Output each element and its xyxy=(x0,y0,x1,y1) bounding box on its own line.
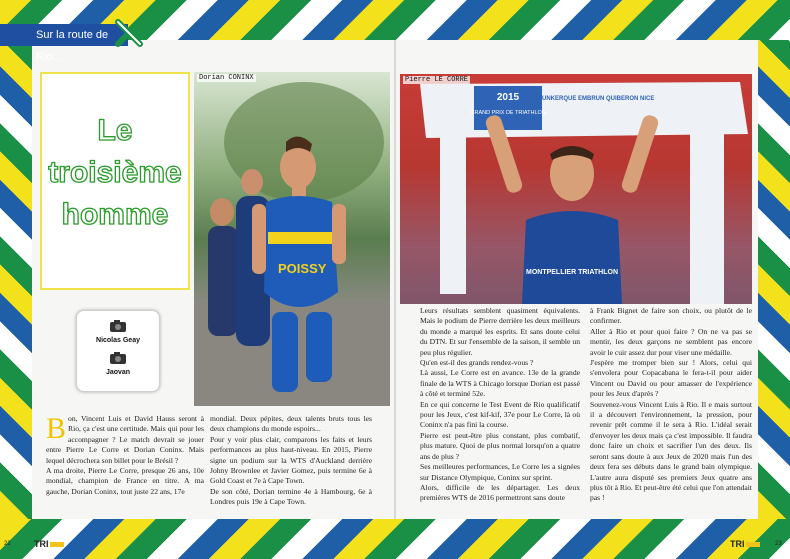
article-column-3 xyxy=(420,306,580,504)
article-title xyxy=(42,110,188,236)
col2-paragraph-1: mondial. Deux pépites, deux talents bruts tous les deux champions du monde espoirs... xyxy=(210,414,372,434)
banner-cities: DUNKERQUE EMBRUN QUIBERON NICE xyxy=(537,96,655,102)
title-line-3: homme xyxy=(61,198,169,231)
col4-paragraph-1: à Frank Bignet de faire son choix, ou plutôt de le confirmer. xyxy=(590,306,752,326)
col2-paragraph-2: Pour y voir plus clair, comparons les faits et leurs performances au plus haut-niveau. En 2015, Pierre signe un podium sur la WTS d'Auckland derrière Johny Brownlee et Javier Gomez, puis termine 6e à Gold Coast et 7e à Cape Town. xyxy=(210,434,372,486)
article-column-2 xyxy=(210,414,372,508)
col4-paragraph-2: Aller à Rio et pour quoi faire ? On ne va pas se mentir, les deux garçons ne semblent pas encore avoir le cuir assez dur pour viser une médaille. xyxy=(590,326,752,357)
col2-paragraph-3: De son côté, Dorian termine 4e à Hambourg, 6e à Londres puis 19e à Cape Town. xyxy=(210,486,372,507)
banner-year: 2015 xyxy=(496,92,520,103)
brand-mark-icon xyxy=(50,542,64,547)
camera-icon xyxy=(109,319,127,333)
credit-author-2: Jaovan xyxy=(105,369,131,376)
col3-paragraph-1: Leurs résultats semblent quasiment équivalents. Mais le podium de Pierre derrière les deux meilleurs du monde a marqué les esprits. Et sans doute celui du DTN. Et sur l'ensemble de la saison, il semble un peu plus régulier. xyxy=(420,306,580,357)
article-column-4 xyxy=(590,306,752,504)
photo-finish xyxy=(400,74,752,304)
cross-icon xyxy=(114,18,144,48)
col1-paragraph-1: on, Vincent Luis et David Hauss seront à Rio, ça c'est une certitude. Mais qui pour les accompagner ? Le match devrait se jouer entre Pierre Le Corre et Dorian Coninx. Mais lequel décrochera son billet pour le Brésil ? xyxy=(46,414,204,465)
section-tab: Sur la route de Rio... xyxy=(0,24,128,46)
title-line-1: Le xyxy=(97,114,133,147)
photo-credit-right: Pierre LE CORRE xyxy=(405,76,469,84)
col3-paragraph-2: Qu'en est-il des grands rendez-vous ? xyxy=(420,358,534,368)
footer-brand-right-text: TRI xyxy=(730,539,745,549)
bottom-stripe-border xyxy=(0,519,790,559)
col3-paragraph-7: Alors, difficile de les départager. Les deux premières WTS de 2016 permettront sans doute xyxy=(420,482,580,503)
finish-illustration xyxy=(400,74,752,304)
credit-author-1: Nicolas Geay xyxy=(96,337,140,344)
col4-paragraph-3: J'espère me tromper bien sur ! Alors, celui qui s'envolera pour Copacabana le fera-t-il pour aider Vincent ou David ou pour amasser de l'expérience pour les Jeux d'après ? xyxy=(590,358,752,399)
col3-paragraph-5: Pierre est peut-être plus constant, plus combatif, plus mature. Quoi de plus normal lorsqu'on a quatre ans de plus ? xyxy=(420,430,580,461)
camera-icon-2 xyxy=(109,351,127,365)
col3-paragraph-3: Là aussi, Le Corre est en avance. 13e de la grande finale de la WTS à Chicago lorsque Dorian est passé à côté et terminé 52e. xyxy=(420,368,580,399)
page-number-left: 22 xyxy=(4,541,11,547)
footer-brand-left-text: TRI xyxy=(34,539,49,549)
col1-paragraph-2: A ma droite, Pierre Le Corre, presque 26 ans, 10e mondial, champion de France en titre. A ma gauche, Dorian Coninx, tout juste 22 ans, 17e xyxy=(46,466,204,496)
title-box xyxy=(40,72,190,290)
jersey-text-montpellier: MONTPELLIER TRIATHLON xyxy=(525,269,619,276)
footer-brand-left xyxy=(34,539,64,549)
brand-mark-icon-2 xyxy=(746,542,760,547)
runners-illustration xyxy=(194,72,390,406)
photo-credit-left: Dorian CONINX xyxy=(199,74,254,82)
drop-cap: B xyxy=(46,412,67,445)
page-number-right: 23 xyxy=(775,541,782,547)
photo-runners xyxy=(194,72,390,406)
footer-brand-right xyxy=(730,539,760,549)
page-spine xyxy=(394,40,396,519)
col3-paragraph-4: En ce qui concerne le Test Event de Rio qualificatif pour les Jeux, c'est kif-kif, 37e pour Le Corre, là où Coninx n'a pas fini la course. xyxy=(420,399,580,430)
article-column-1 xyxy=(46,414,204,497)
col4-paragraph-4: Souvenez-vous Vincent Luis à Rio. Il e mais surtout il a découvert l'environnement, la pression, pour revenir prêt comme il le sera à Rio. L'idéal serait d'envoyer les deux mais ça c'est impossible. Il faudra donc faire un choix et sacrifier l'un des deux. Ils seront sans doute à aux Jeux de 2020 mais l'un des deux fera ses débuts dans le grand bain olympique. L'autre aura disputé ses premiers Jeux quatre ans plus tôt à Rio. Et peut-être été celui que l'on attendait pas ! xyxy=(590,399,752,503)
banner-title: GRAND PRIX DE TRIATHLON xyxy=(470,110,546,116)
right-stripe-border xyxy=(758,40,790,519)
jersey-text-poissy: POISSY xyxy=(278,261,327,276)
col3-paragraph-6: Ses meilleures performances, Le Corre les a signées sur Distance Olympique, Coninx sur sprint. xyxy=(420,462,580,482)
left-stripe-border xyxy=(0,40,32,519)
title-line-2: troisième xyxy=(48,156,182,189)
photo-credits-box xyxy=(76,310,160,392)
